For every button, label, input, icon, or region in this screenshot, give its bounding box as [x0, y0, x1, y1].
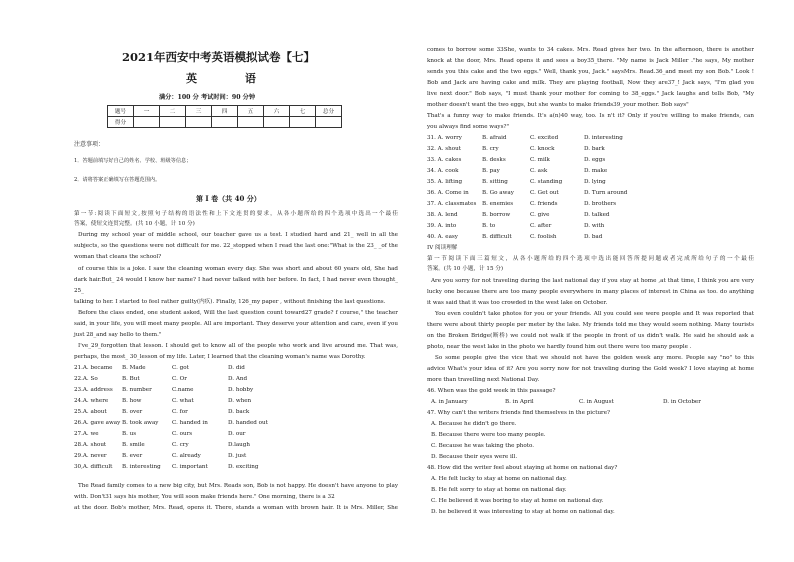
option-a: 22.A. So [74, 376, 98, 382]
option-d: D. make [584, 168, 608, 174]
score-header-cell: 四 [212, 106, 238, 117]
passage-line: there were about thirty people per meter by the lake. My friends told me they would seem nothing. Many tourists [427, 322, 754, 328]
score-header-cell: 题号 [108, 106, 134, 117]
score-header-cell: 二 [160, 106, 186, 117]
passage-line: of course this is a joke. I saw the cleaning woman every day. She was short and about 60 years old, She had [78, 266, 398, 272]
option-c: C. already [172, 453, 201, 459]
passage-line: knock at the door, Mrs. Read opens it and sees a boy35_there. "My name is Jack Miller ."he says, My mother [427, 58, 754, 64]
passage-line: lucky one because there are too many people everywhere in many places of interest in China as too. do anything [427, 289, 754, 295]
score-header-cell: 总分 [316, 106, 342, 117]
option-d: D. exciting [228, 464, 259, 470]
section-heading: IV 阅读理解 [427, 245, 458, 251]
option-c: C. what [172, 398, 194, 404]
option-d: D. lying [584, 179, 606, 185]
question-text: 48. How did the writer feel about staying at home on national day? [427, 465, 618, 471]
option-b: B. over [122, 409, 143, 415]
option-a: 29.A. never [74, 453, 107, 459]
passage-line: it was said that it was too crowded in the west lake on October. [427, 300, 608, 306]
option-b: B. cry [482, 146, 499, 152]
option-c: C. handed in [172, 420, 208, 426]
option-d: D. interesting [584, 135, 623, 141]
option-a: 37. A. classmates [427, 201, 477, 207]
passage-line: advice What's your idea of it? Are you sorry now for not traveling during the Gold week? I love staying at home [427, 366, 754, 372]
option-c: C. milk [530, 157, 550, 163]
option-a: 30,A. difficult [74, 464, 113, 470]
option-d: D. with [584, 223, 605, 229]
option-c: C. give [530, 212, 550, 218]
option-b: B. desks [482, 157, 506, 163]
option-d: D. Turn around [584, 190, 628, 196]
passage-line: Bob and Jack are having cake and milk. They are playing football, Now they are37_! Jack says, "I'm glad you [427, 80, 754, 86]
subject-title: 英 语 [186, 72, 278, 85]
score-cell [290, 117, 316, 128]
option-b: B. Made [122, 365, 146, 371]
option-d: D.laugh [228, 442, 250, 448]
passage-line: subjects, so the questions were not difficult for me. 22_stopped when I read the last one:"What is the 23_ _of the [74, 243, 398, 249]
option-d: D. just [228, 453, 247, 459]
option-c: C. friends [530, 201, 558, 207]
option-c: C. ask [530, 168, 548, 174]
passage-line: I've_29_forgotten that lesson. I should get to know all of the people who work and live around me. That was, [78, 343, 398, 349]
option-a: 39. A. into [427, 223, 457, 229]
option-a: 25.A. about [74, 409, 107, 415]
option-c: C. standing [530, 179, 563, 185]
score-header-cell: 六 [264, 106, 290, 117]
option-b: B. number [122, 387, 152, 393]
score-header-cell: 五 [238, 106, 264, 117]
option-d: D. handed out [228, 420, 268, 426]
option-d: D. eggs [584, 157, 606, 163]
option-d: D. when [228, 398, 252, 404]
score-cell [316, 117, 342, 128]
option-b: B. He felt sorry to stay at home on national day. [431, 487, 567, 493]
option-c: C. Because he was taking the photo. [431, 443, 535, 449]
score-table-score-row [108, 117, 342, 128]
option-a: 34. A. cook [427, 168, 459, 174]
score-row-label: 得分 [108, 117, 134, 128]
score-cell [134, 117, 160, 128]
option-b: B. But [122, 376, 140, 382]
score-cell [264, 117, 290, 128]
passage-line: more than travelling next National Day. [427, 377, 540, 383]
option-c: C. Get out [530, 190, 559, 196]
option-c: C. cry [172, 442, 189, 448]
option-a: 24.A. where [74, 398, 109, 404]
option-c: C. excited [530, 135, 559, 141]
score-cell [238, 117, 264, 128]
option-c: C. foolish [530, 234, 557, 240]
passage-line: with. Don't31 says his mother, You will soon make friends here." One morning, there is a 32 [74, 494, 335, 500]
passage-line: Before the class ended, one student asked, Will the last question count toward27 grade? f course," the teacher [78, 310, 398, 316]
option-b: B. us [122, 431, 137, 437]
score-cell [160, 117, 186, 128]
option-a: 27.A. we [74, 431, 99, 437]
option-a: A. Because he didn't go there. [431, 421, 517, 427]
option-a: 38. A. lend [427, 212, 458, 218]
passage-line: just 28_and say hello to them." [74, 332, 162, 338]
option-c: C. He believed it was boring to stay at home on national day. [431, 498, 604, 504]
passage-line: you always find some ways?" [427, 124, 510, 130]
option-b: B. took away [122, 420, 159, 426]
score-table [107, 105, 342, 128]
score-header-cell: 三 [186, 106, 212, 117]
passage-line: comes to borrow some 33She, wants to 34 cakes. Mrs. Read gives her two. In the afternoon, there is another [427, 47, 754, 53]
section-instruction: 第一节阅读下面三篇短文，从各小题所给的四个选项中选出能回答所提问题或者完成所给句子的一个最佳 [427, 256, 754, 262]
option-a: 33. A. cakes [427, 157, 462, 163]
option-b: B. sitting [482, 179, 508, 185]
passage-line: perhaps, the most_ 30_lesson of my life. Later, I learned that the cleaning woman's name was Dorothy. [74, 354, 366, 360]
option-a: 40. A. easy [427, 234, 458, 240]
option-a: 35. A. lifting [427, 179, 463, 185]
option-b: B. pay [482, 168, 500, 174]
option-c: C. got [172, 365, 189, 371]
option-d: D. hobby [228, 387, 254, 393]
option-b: B. to [482, 223, 496, 229]
option-b: B. in April [505, 399, 534, 405]
question-text: 46. When was the gold week in this passage? [427, 388, 556, 394]
passage-line: said, in your life, you will meet many people. All are important. They deserve your attention and care, even if you [74, 321, 398, 327]
score-header-cell: 七 [290, 106, 316, 117]
section-instruction: 第一节:阅读下面短文,按照句子结构的语法性和上下文连贯的要求，从各小题所给的四个选项中选出一个最佳 [74, 211, 398, 217]
option-d: D. our [228, 431, 246, 437]
option-a: 21.A. became [74, 365, 113, 371]
option-c: C. for [172, 409, 188, 415]
option-c: C. Or [172, 376, 187, 382]
passage-line: at the door. Bob's mother, Mrs. Read, opens it. There, stands a woman with brown hair. It is Mrs. Miller, She [74, 505, 398, 511]
question-text: 47. Why can't the writers friends find themselves in the picture? [427, 410, 611, 416]
passage-line: 25_ [74, 288, 84, 294]
option-c: C. important [172, 464, 208, 470]
passage-line: dark hair.But_ 24 would I know her name? I had never talked with her before. In fact, I had never even thought_ [74, 277, 398, 283]
option-b: B. ever [122, 453, 143, 459]
option-c: C.name [172, 387, 194, 393]
option-a: 26.A. gave away [74, 420, 121, 426]
option-d: D. he believed it was interesting to stay at home on national day. [431, 509, 615, 515]
option-a: 31. A. worry [427, 135, 462, 141]
passage-line: sends you this cake and the two eggs." Well, thank you, Jack." saysMrs. Read.36_and meet my son Bob." Look ! [427, 69, 754, 75]
score-cell [186, 117, 212, 128]
option-b: B. difficult [482, 234, 512, 240]
option-b: B. interesting [122, 464, 161, 470]
option-d: D. bad [584, 234, 603, 240]
option-b: B. afraid [482, 135, 507, 141]
passage-line: on the Broken Bridge(断桥) we could not walk if the people in front of us didn't walk. He said he should ask a [427, 333, 754, 339]
passage-line: During my school year of middle school, our teacher gave us a test. I studied hard and 21_ well in all the [78, 232, 398, 238]
option-d: D. did [228, 365, 245, 371]
option-a: 23.A. address [74, 387, 113, 393]
option-a: 32. A. shout [427, 146, 461, 152]
option-d: D. brothers [584, 201, 617, 207]
passage-line: That's a funny way to make friends. It's a(n)40 way, too. Is n't it? Only if you're willing to make friends, can [427, 113, 754, 119]
section-heading: 第 I 卷（共 40 分） [196, 194, 261, 203]
passage-line: So some people give the vice that we should not have the golden week any more. People say "no" to this [435, 355, 754, 361]
passage-line: photo, near the west lake in the photo we hardly found him out there were too many people . [427, 344, 692, 350]
passage-line: woman that cleans the school? [74, 254, 162, 260]
option-a: 36. A. Come in [427, 190, 469, 196]
option-c: C. ours [172, 431, 193, 437]
option-b: B. enemies [482, 201, 514, 207]
option-a: A. in January [431, 399, 468, 405]
option-b: B. Because there were too many people. [431, 432, 546, 438]
note-item: 2．请将答案正确填写在答题范围内。 [74, 177, 161, 183]
option-c: C. after [530, 223, 552, 229]
option-c: C. knock [530, 146, 555, 152]
score-header-cell: 一 [134, 106, 160, 117]
section-instruction: 答案。(共 10 小题，计 15 分) [427, 266, 504, 272]
score-table-header-row [108, 106, 342, 117]
option-d: D. And [228, 376, 248, 382]
passage-line: You even couldn't take photos for you or your friends. All you could see were people and It was reported that [435, 311, 754, 317]
passage-line: talking to her. I started to feel rather guilty(内疚). Finally, 126_my paper , without finishing the last questions. [74, 299, 386, 305]
passage-line: mother doesn't want the two eggs, but she wants to make friends39_your mother. Bob says" [427, 102, 689, 108]
option-d: D. talked [584, 212, 610, 218]
notes-heading: 注意事项： [74, 141, 105, 148]
score-cell [212, 117, 238, 128]
passage-line: Are you sorry for not traveling during the last national day if you stay at home ,at that time, I think you are very [431, 278, 754, 284]
option-b: B. smile [122, 442, 145, 448]
exam-meta: 满分：100 分 考试时间：90 分钟 [159, 94, 256, 101]
option-a: A. He felt lucky to stay at home on national day. [431, 476, 567, 482]
exam-title: 2021年西安中考英语模拟试卷【七】 [122, 50, 316, 64]
option-d: D. back [228, 409, 250, 415]
option-d: D. bark [584, 146, 605, 152]
note-item: 1．答题前填写好自己的姓名、学校、班级等信息； [74, 158, 192, 164]
passage-line: The Read family comes to a new big city, but Mrs. Reads son, Bob is not happy. He doesn't have anyone to play [78, 483, 398, 489]
option-a: 28.A. shout [74, 442, 107, 448]
section-instruction: 答案，使短文连贯完整。(共 10 小题，计 10 分) [74, 221, 195, 227]
option-b: B. borrow [482, 212, 511, 218]
option-d: D. Because their eyes were ill. [431, 454, 518, 460]
option-b: B. how [122, 398, 142, 404]
option-b: B. Go away [482, 190, 514, 196]
passage-line: live next door." Bob says, "I must thank your mother for coming to 38_eggs." Jack laughs and tells Bob, "My [427, 91, 754, 97]
option-d: D. in October [663, 399, 701, 405]
option-c: C. in August [579, 399, 614, 405]
